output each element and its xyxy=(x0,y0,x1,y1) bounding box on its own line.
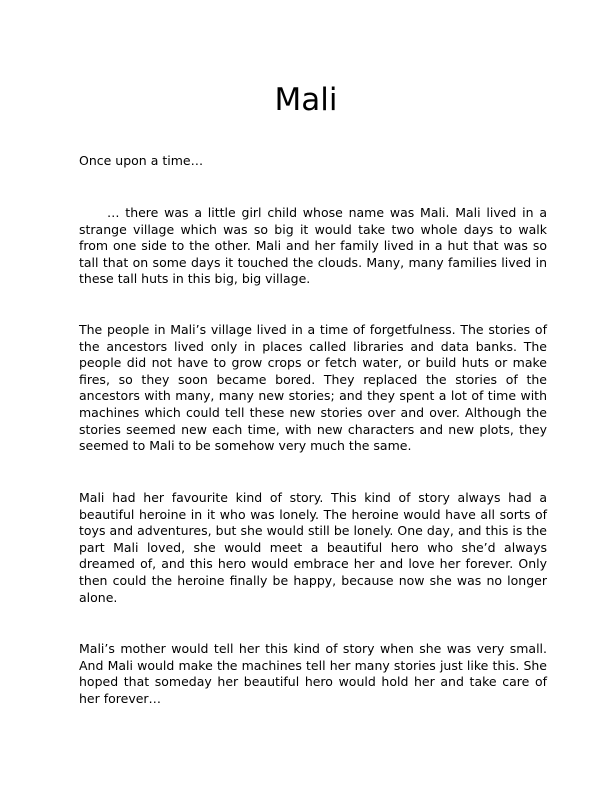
paragraph-favourite-story: Mali had her favourite kind of story. This kind of story always had a beautiful heroine in it who was lonely. The heroine would have all sorts of toys and adventures, but she would still be lonely. One day, and this is the part Mali loved, she would meet a beautiful hero who she’d always dreamed of, and this hero would embrace her and love her forever. Only then could the heroine finally be happy, because now she was no longer alone. xyxy=(79,490,547,605)
paragraph-forgetfulness: The people in Mali’s village lived in a time of forgetfulness. The stories of the ancestors lived only in places called libraries and data banks. The people did not have to grow crops or fetch water, or build huts or make fires, so they soon became bored. They replaced the stories of the ancestors with many, many new stories; and they spent a lot of time with machines which could tell these new stories over and over. Although the stories seemed new each time, with new characters and new plots, they seemed to Mali to be somehow very much the same. xyxy=(79,322,547,454)
paragraph-village: … there was a little girl child whose name was Mali. Mali lived in a strange village which was so big it would take two whole days to walk from one side to the other. Mali and her family lived in a hut that was so tall that on some days it touched the clouds. Many, many families lived in these tall huts in this big, big village. xyxy=(79,205,547,287)
document-title: Mali xyxy=(274,82,338,118)
paragraph-mother: Mali’s mother would tell her this kind of story when she was very small. And Mali would make the machines tell her many stories just like this. She hoped that someday her beautiful hero would hold her and take care of her forever… xyxy=(79,641,547,706)
opening-line: Once upon a time… xyxy=(79,153,204,168)
